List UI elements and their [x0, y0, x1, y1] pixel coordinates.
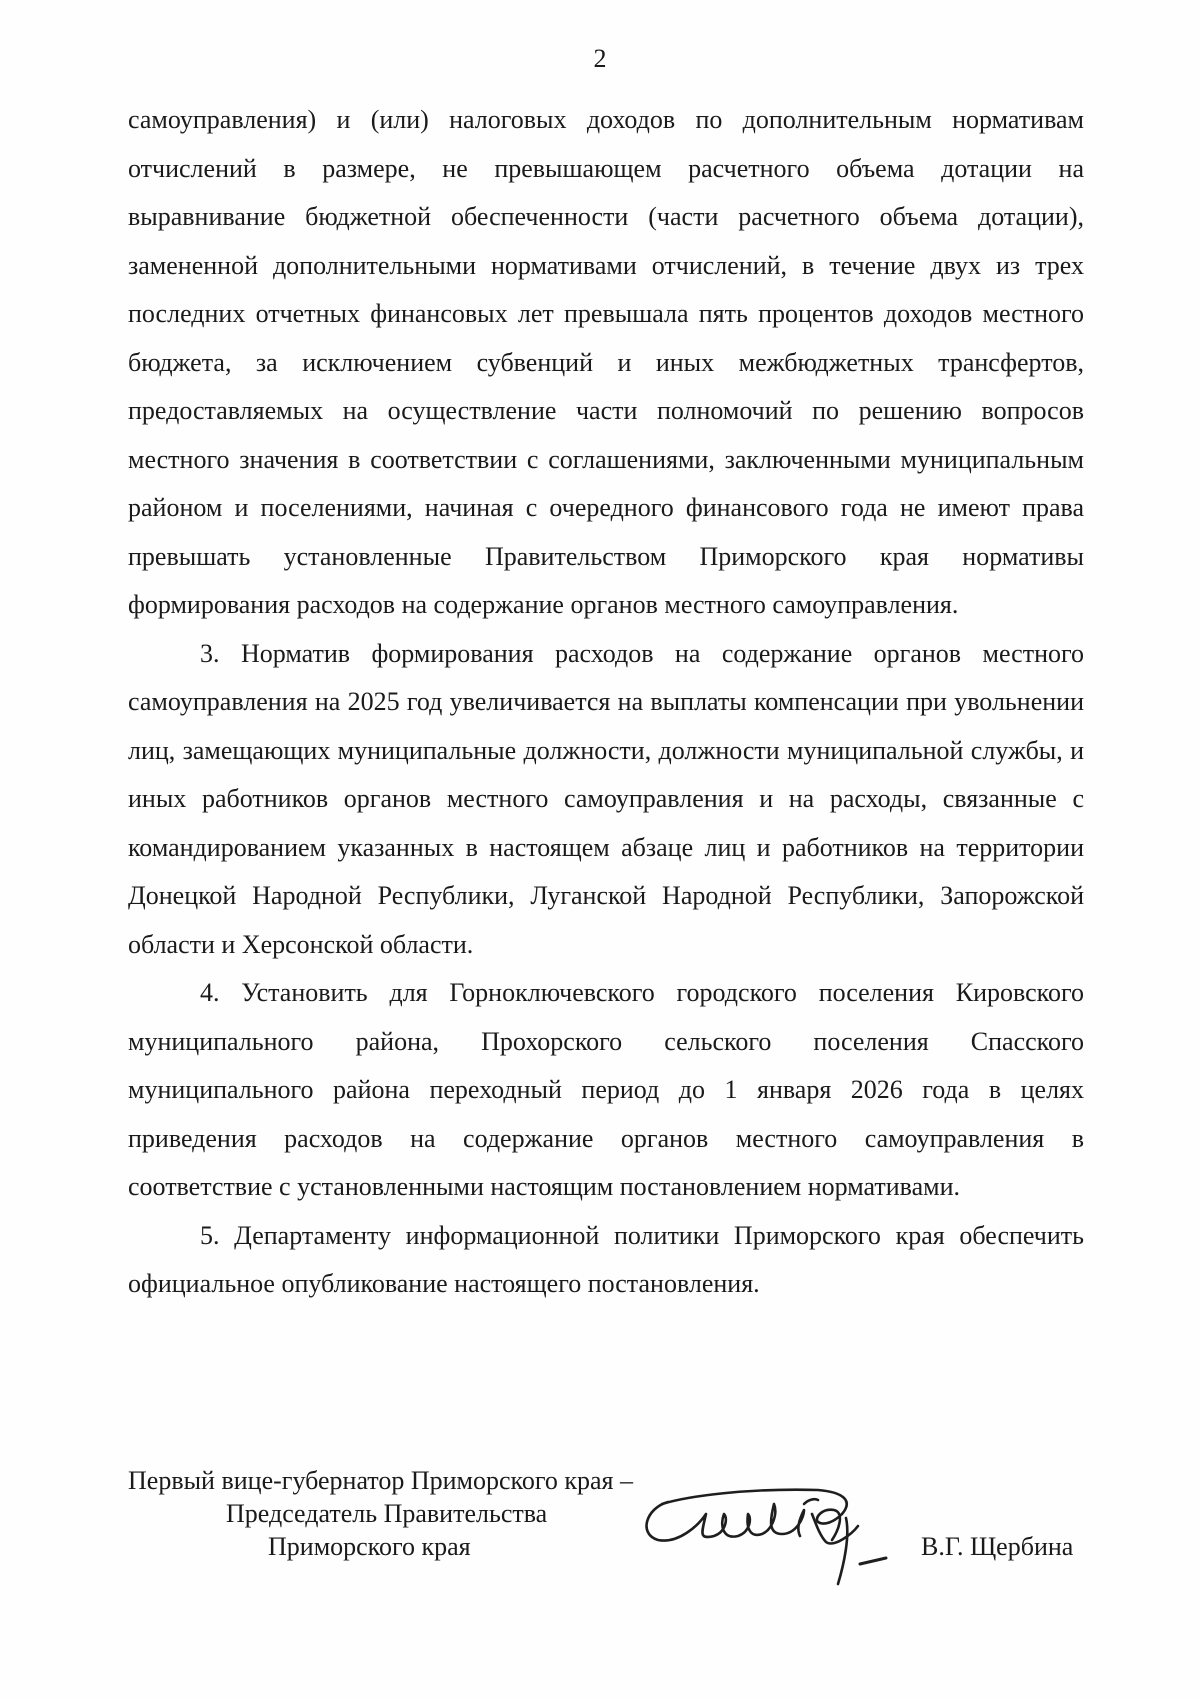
paragraph-5: 5. Департаменту информационной политики Приморского края обеспечить официальное опубликование настоящего постановления.	[128, 1220, 1084, 1298]
paragraph-4: 4. Установить для Горноключевского городского поселения Кировского муниципального района, Прохорского сельского поселения Спасского муниципального района переходный период до 1 января 2026 года в целях приведения расходов на содержание органов местного самоуправления в соответствие с установленными настоящим постановлением нормативами.	[128, 978, 1084, 1201]
signature-block	[128, 1464, 1098, 1614]
signatory-name: В.Г. Щербина	[921, 1532, 1074, 1561]
signatory-title-line-3: Приморского края	[268, 1532, 471, 1561]
document-body	[128, 96, 1084, 1309]
signatory-title-line-1: Первый вице-губернатор Приморского края –	[128, 1466, 633, 1495]
signatory-title-line-2: Председатель Правительства	[226, 1499, 548, 1528]
page-number: 2	[593, 44, 607, 73]
handwritten-signature	[628, 1474, 888, 1604]
paragraph-3: 3. Норматив формирования расходов на содержание органов местного самоуправления на 2025 год увеличивается на выплаты компенсации при увольнении лиц, замещающих муниципальные должности, должности муниципальной службы, и иных работников органов местного самоуправления и на расходы, связанные с командированием указанных в настоящем абзаце лиц и работников на территории Донецкой Народной Республики, Луганской Народной Республики, Запорожской области и Херсонской области.	[128, 638, 1084, 959]
paragraph-continued: самоуправления) и (или) налоговых доходов по дополнительным нормативам отчислений в размере, не превышающем расчетного объема дотации на выравнивание бюджетной обеспеченности (части расчетного объема дотации), замененной дополнительными нормативами отчислений, в течение двух из трех последних отчетных финансовых лет превышала пять процентов доходов местного бюджета, за исключением субвенций и иных межбюджетных трансфертов, предоставляемых на осуществление части полномочий по решению вопросов местного значения в соответствии с соглашениями, заключенными муниципальным районом и поселениями, начиная с очередного финансового года не имеют права превышать установленные Правительством Приморского края нормативы формирования расходов на содержание органов местного самоуправления.	[128, 105, 1084, 619]
